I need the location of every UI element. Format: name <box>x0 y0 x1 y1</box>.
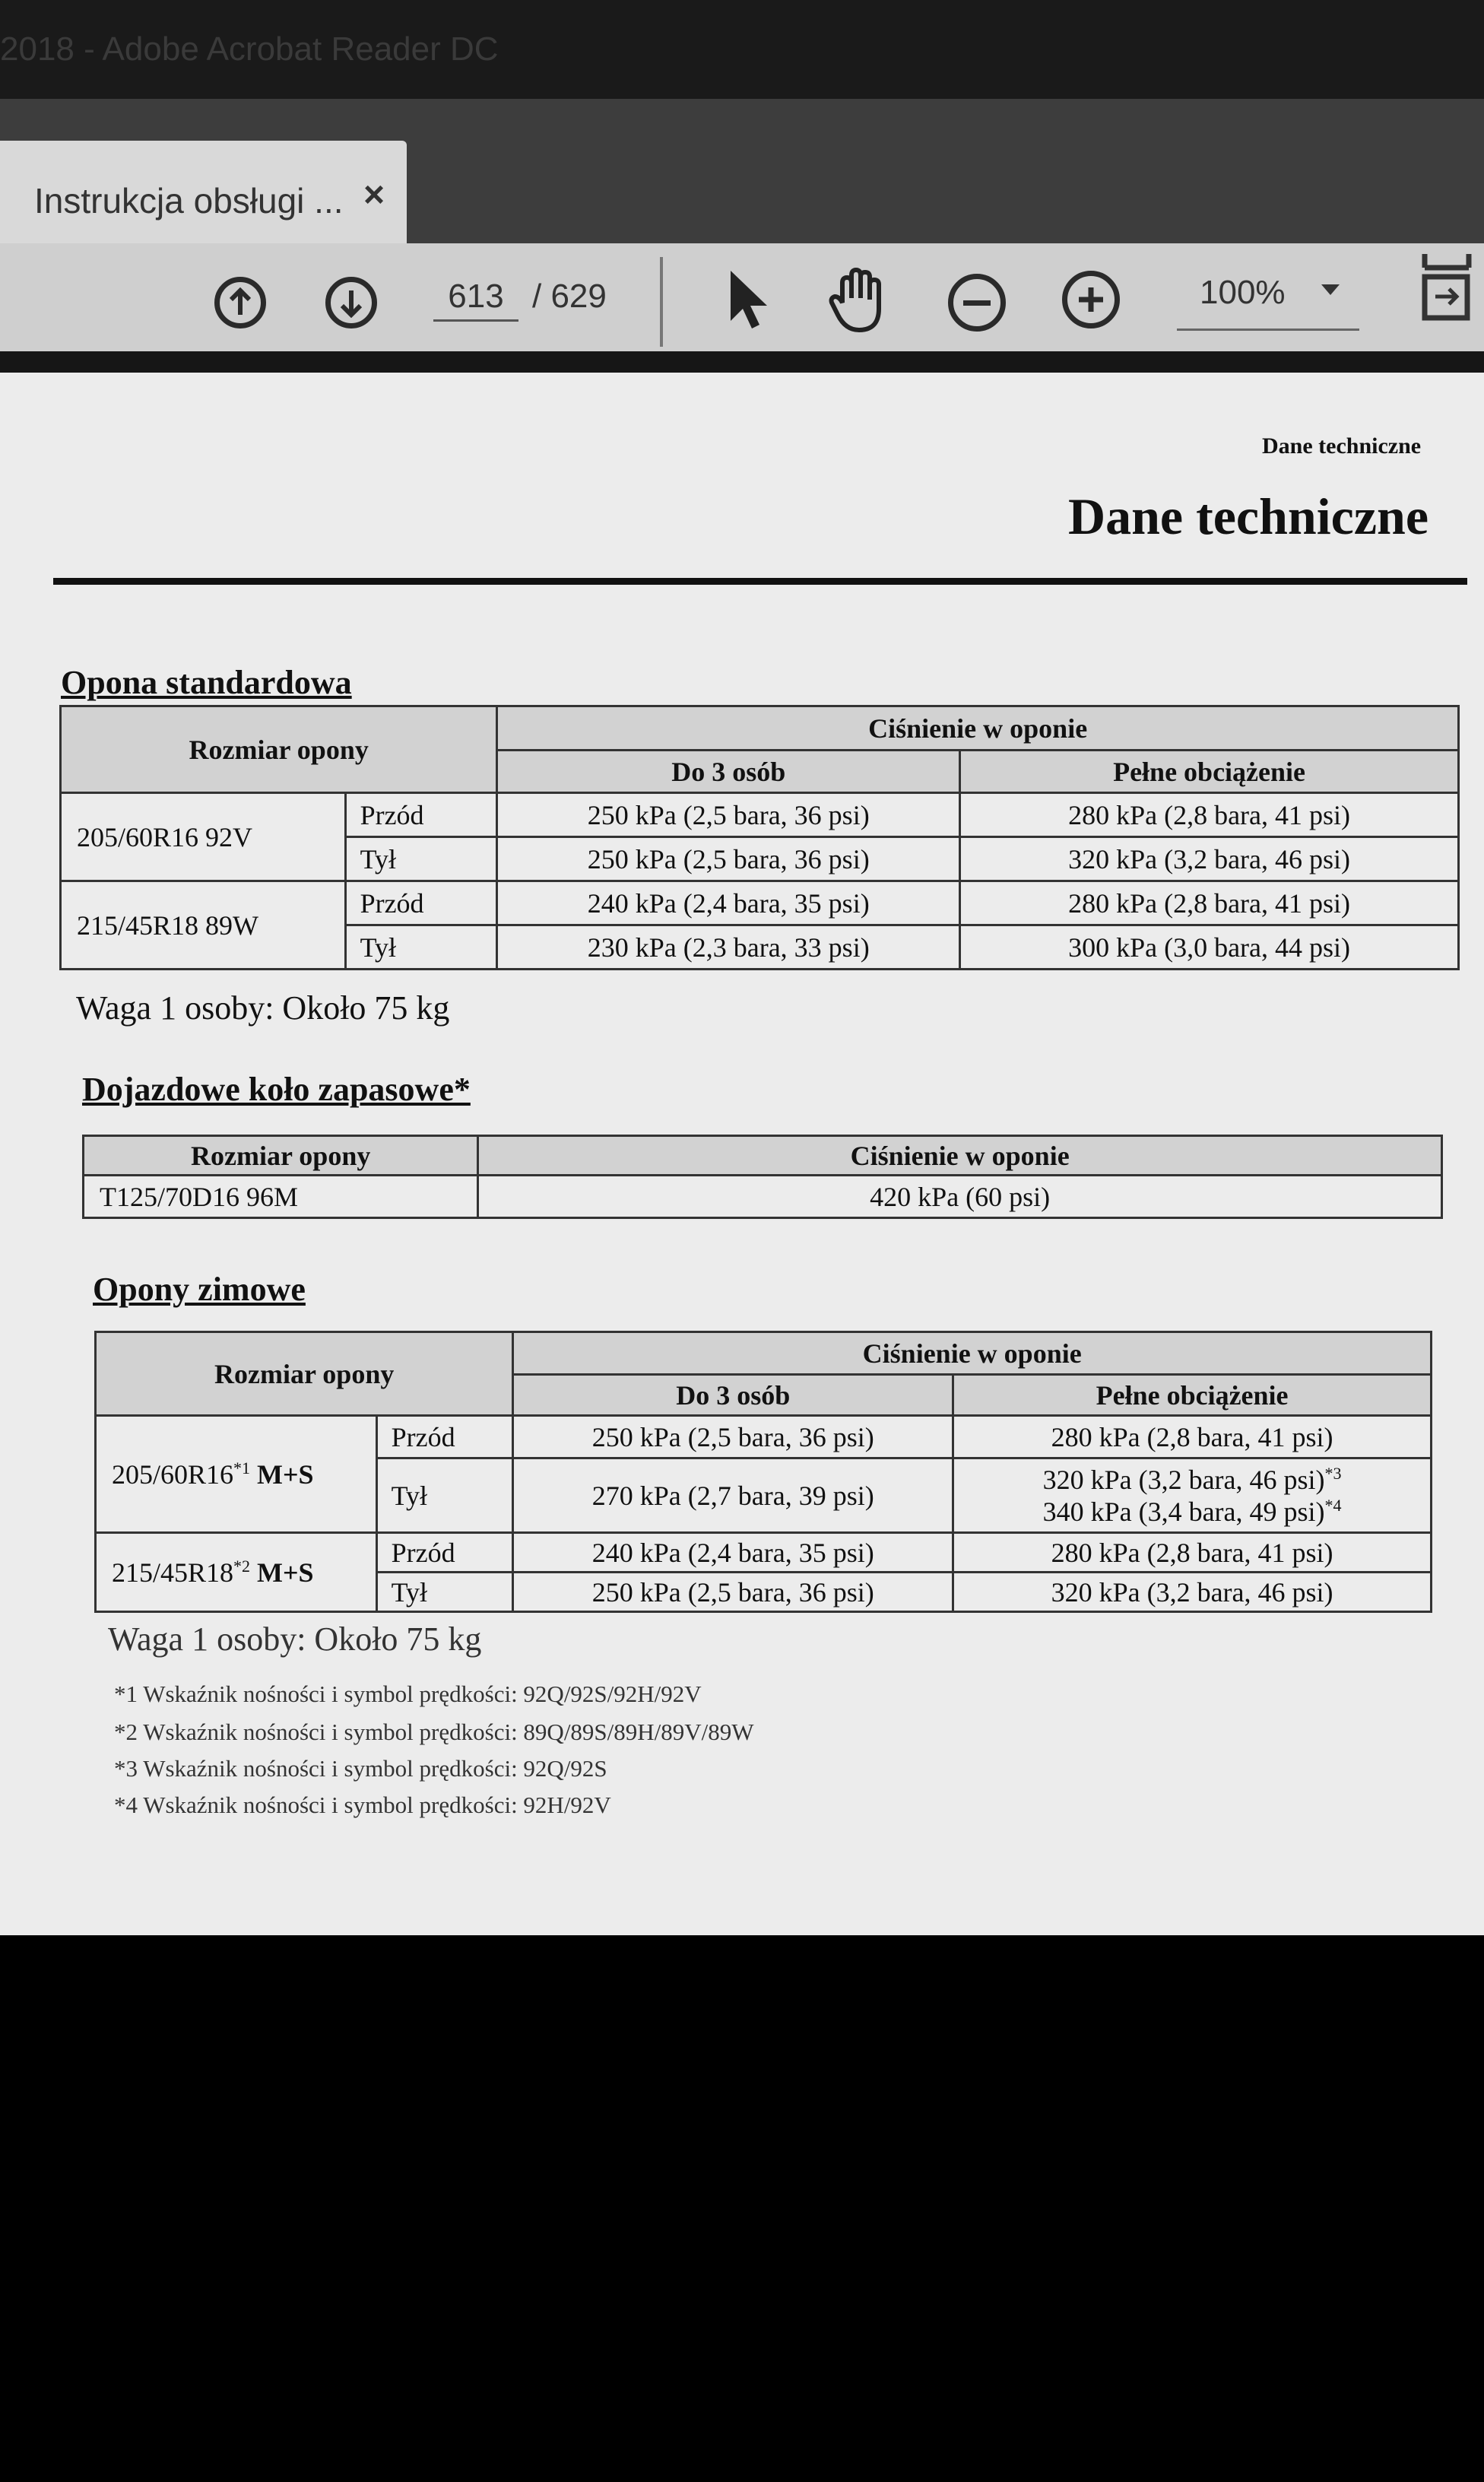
table-row <box>96 1533 1432 1573</box>
footnote-ref: *3 <box>1324 1463 1342 1483</box>
tyre-size-cell <box>96 1533 377 1612</box>
axle-cell: Tył <box>345 925 497 970</box>
axle-cell: Przód <box>376 1533 513 1573</box>
footnote: *1 Wskaźnik nośności i symbol prędkości: 92Q/92S/92H/92V <box>114 1681 702 1707</box>
prev-page-icon <box>214 277 266 328</box>
footnote: *2 Wskaźnik nośności i symbol prędkości: 89Q/89S/89H/89V/89W <box>114 1719 754 1745</box>
pressure-cell: 280 kPa (2,8 bara, 41 psi) <box>960 793 1459 837</box>
standard-tyre-table <box>59 705 1460 970</box>
zoom-dropdown-icon[interactable] <box>1321 284 1340 295</box>
next-page-button[interactable] <box>325 277 377 328</box>
tab-label: Instrukcja obsługi ... <box>34 181 344 221</box>
pressure-cell: 320 kPa (3,2 bara, 46 psi) <box>960 837 1459 881</box>
footnote: *3 Wskaźnik nośności i symbol prędkości: 92Q/92S <box>114 1755 607 1782</box>
pressure-cell: 320 kPa (3,2 bara, 46 psi) <box>953 1573 1432 1612</box>
hand-tool-icon <box>829 266 889 335</box>
pressure-cell <box>953 1458 1432 1533</box>
pressure-cell: 280 kPa (2,8 bara, 41 psi) <box>960 881 1459 925</box>
tyre-size-cell: T125/70D16 96M <box>84 1176 478 1218</box>
winter-tyre-table <box>94 1331 1432 1613</box>
axle-cell: Przód <box>345 881 497 925</box>
section-title-standard: Opona standardowa <box>61 664 352 701</box>
pressure-cell: 270 kPa (2,7 bara, 39 psi) <box>513 1458 953 1533</box>
running-header: Dane techniczne <box>1262 433 1422 459</box>
title-bar <box>0 0 1484 99</box>
next-page-icon <box>325 277 377 328</box>
col-tyre-size: Rozmiar opony <box>84 1136 478 1176</box>
weight-note: Waga 1 osoby: Około 75 kg <box>76 989 450 1027</box>
col-tyre-size: Rozmiar opony <box>61 706 497 793</box>
pressure-cell: 280 kPa (2,8 bara, 41 psi) <box>953 1416 1432 1458</box>
pressure-cell: 230 kPa (2,3 bara, 33 psi) <box>497 925 960 970</box>
section-title-spare: Dojazdowe koło zapasowe* <box>82 1071 471 1108</box>
pressure-cell: 250 kPa (2,5 bara, 36 psi) <box>513 1416 953 1458</box>
pressure-cell: 240 kPa (2,4 bara, 35 psi) <box>497 881 960 925</box>
toolbar-divider <box>660 257 663 347</box>
pressure-cell: 300 kPa (3,0 bara, 44 psi) <box>960 925 1459 970</box>
col-pressure: Ciśnienie w oponie <box>513 1332 1432 1375</box>
pressure-cell: 250 kPa (2,5 bara, 36 psi) <box>497 793 960 837</box>
axle-cell: Tył <box>345 837 497 881</box>
footnote: *4 Wskaźnik nośności i symbol prędkości: 92H/92V <box>114 1792 611 1818</box>
weight-note: Waga 1 osoby: Około 75 kg <box>108 1620 482 1658</box>
col-pressure: Ciśnienie w oponie <box>478 1136 1442 1176</box>
spare-tyre-table <box>82 1135 1443 1219</box>
footnote-ref: *1 <box>233 1458 251 1477</box>
col-up-to-3: Do 3 osób <box>513 1375 953 1416</box>
col-tyre-size: Rozmiar opony <box>96 1332 513 1416</box>
select-tool-button[interactable] <box>726 268 772 332</box>
tyre-size: 205/60R16 <box>112 1458 234 1490</box>
zoom-value: 100% <box>1200 274 1286 311</box>
toolbar <box>0 243 1484 361</box>
fit-page-icon <box>1420 249 1473 325</box>
pressure-cell: 240 kPa (2,4 bara, 35 psi) <box>513 1533 953 1573</box>
mud-snow-mark: M+S <box>257 1458 314 1490</box>
window-title: 2018 - Adobe Acrobat Reader DC <box>0 30 499 68</box>
pressure-cell: 250 kPa (2,5 bara, 36 psi) <box>513 1573 953 1612</box>
col-full-load: Pełne obciążenie <box>960 751 1459 793</box>
footnote-ref: *2 <box>233 1556 251 1576</box>
toolbar-edge <box>0 351 1484 373</box>
table-row <box>84 1176 1442 1218</box>
col-pressure: Ciśnienie w oponie <box>497 706 1459 751</box>
col-up-to-3: Do 3 osób <box>497 751 960 793</box>
document-tab[interactable] <box>0 141 407 243</box>
page-total: / 629 <box>532 278 607 315</box>
document-page <box>0 373 1484 1935</box>
zoom-out-button[interactable] <box>948 274 1006 332</box>
tyre-size-cell <box>96 1416 377 1533</box>
page-number-input[interactable]: 613 <box>433 274 518 322</box>
screen-bezel <box>0 1935 1484 2482</box>
pressure-cell: 250 kPa (2,5 bara, 36 psi) <box>497 837 960 881</box>
axle-cell: Tył <box>376 1458 513 1533</box>
page-title: Dane techniczne <box>1068 487 1429 545</box>
axle-cell: Przód <box>376 1416 513 1458</box>
header-rule <box>53 578 1467 585</box>
section-title-winter: Opony zimowe <box>93 1271 306 1308</box>
zoom-in-icon <box>1062 271 1120 328</box>
zoom-select[interactable] <box>1177 260 1359 331</box>
pressure-value: 340 kPa (3,4 bara, 49 psi) <box>1042 1496 1325 1527</box>
zoom-in-button[interactable] <box>1062 271 1120 328</box>
tyre-size-cell: 205/60R16 92V <box>61 793 346 881</box>
footnote-ref: *4 <box>1324 1495 1342 1515</box>
mud-snow-mark: M+S <box>257 1557 314 1588</box>
pressure-cell: 420 kPa (60 psi) <box>478 1176 1442 1218</box>
pressure-value: 320 kPa (3,2 bara, 46 psi) <box>1042 1464 1325 1495</box>
fit-page-button[interactable] <box>1420 249 1473 325</box>
table-row <box>61 793 1459 837</box>
pressure-cell: 280 kPa (2,8 bara, 41 psi) <box>953 1533 1432 1573</box>
zoom-out-icon <box>948 274 1006 332</box>
axle-cell: Tył <box>376 1573 513 1612</box>
prev-page-button[interactable] <box>214 277 266 328</box>
table-row <box>96 1416 1432 1458</box>
col-full-load: Pełne obciążenie <box>953 1375 1432 1416</box>
tyre-size-cell: 215/45R18 89W <box>61 881 346 970</box>
tyre-size: 215/45R18 <box>112 1557 234 1588</box>
table-row <box>61 881 1459 925</box>
close-tab-icon[interactable]: × <box>363 175 385 215</box>
axle-cell: Przód <box>345 793 497 837</box>
hand-tool-button[interactable] <box>829 266 889 335</box>
select-cursor-icon <box>726 268 772 332</box>
